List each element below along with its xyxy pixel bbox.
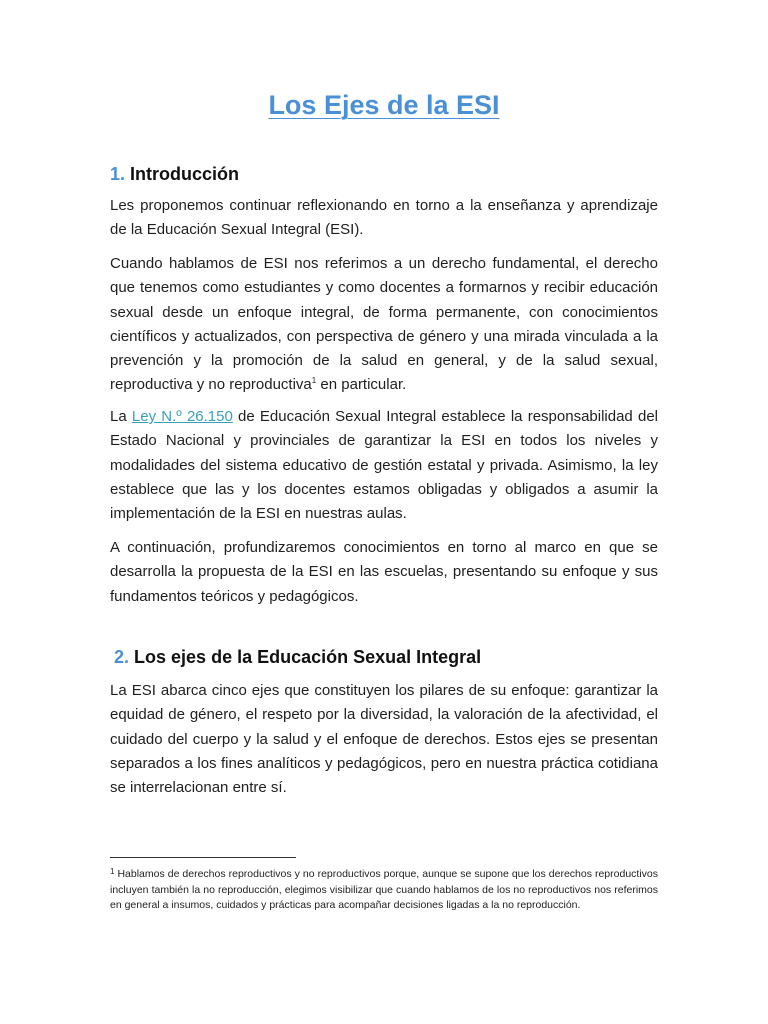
footnote-reference[interactable]: 1 <box>311 376 317 386</box>
ley-26150-link[interactable]: Ley N.º 26.150 <box>131 408 233 425</box>
section-1-paragraph-1: Les proponemos continuar reflexionando en torno a la enseñanza y aprendizaje de la Educación Sexual Integral (ESI). <box>110 197 658 239</box>
section-1-paragraph-2 <box>110 252 658 398</box>
document-title-text: Los Ejes de la ESI <box>268 90 500 120</box>
section-2-paragraph-1: La ESI abarca cinco ejes que constituyen los pilares de su enfoque: garantizar la equidad de género, el respeto por la diversidad, la valoración de la afectividad, el cuidado del cuerpo y la salud y el enfoque de derechos. Estos ejes se presentan separados a los fines analíticos y pedagógicos, pero en nuestra práctica cotidiana se interrelacionan entre sí. <box>110 682 658 797</box>
section-1-number: 1. <box>110 164 126 184</box>
section-1-paragraph-2-text: Cuando hablamos de ESI nos referimos a un derecho fundamental, el derecho que tenemos como estudiantes y como docentes a formarnos y recibir educación sexual desde un enfoque integral, de forma permanente, con conocimientos científicos y actualizados, con perspectiva de género y una mirada vinculada a la prevención y la promoción de la salud en general, y de la salud sexual, reproductiva y no reproductiva <box>110 255 658 394</box>
section-2-number: 2. <box>114 647 130 667</box>
section-1-paragraph-2-end: en particular. <box>316 376 407 394</box>
section-1-paragraph-3 <box>110 405 658 526</box>
footnote-text: Hablamos de derechos reproductivos y no reproductivos porque, aunque se supone que los derechos reproductivos incluyen también la no reproducción, elegimos visibilizar que cuando hablamos de los no reproductivos nos referimos en general a insumos, cuidados y prácticas para acompañar decisiones ligadas a la no reproducción. <box>110 868 658 911</box>
section-1-heading <box>110 163 239 185</box>
section-1-title: Introducción <box>130 164 240 184</box>
footnote-mark: 1 <box>110 867 115 876</box>
section-1-paragraph-4: A continuación, profundizaremos conocimientos en torno al marco en que se desarrolla la propuesta de la ESI en las escuelas, presentando su enfoque y sus fundamentos teóricos y pedagógicos. <box>110 539 658 605</box>
section-1-paragraph-3-end: de Educación Sexual Integral establece la responsabilidad del Estado Nacional y provinciales de garantizar la ESI en todos los niveles y modalidades del sistema educativo de gestión estatal y privada. Asimismo, la ley establece que las y los docentes estamos obligadas y obligados a asumir la implementación de la ESI en nuestras aulas. <box>110 408 658 523</box>
footnote-1 <box>110 864 658 914</box>
section-2-heading <box>114 646 481 668</box>
section-2-title: Los ejes de la Educación Sexual Integral <box>134 647 482 667</box>
footnote-divider <box>110 857 296 858</box>
document-title <box>0 88 768 122</box>
section-1-paragraph-3-start: La <box>110 408 132 425</box>
